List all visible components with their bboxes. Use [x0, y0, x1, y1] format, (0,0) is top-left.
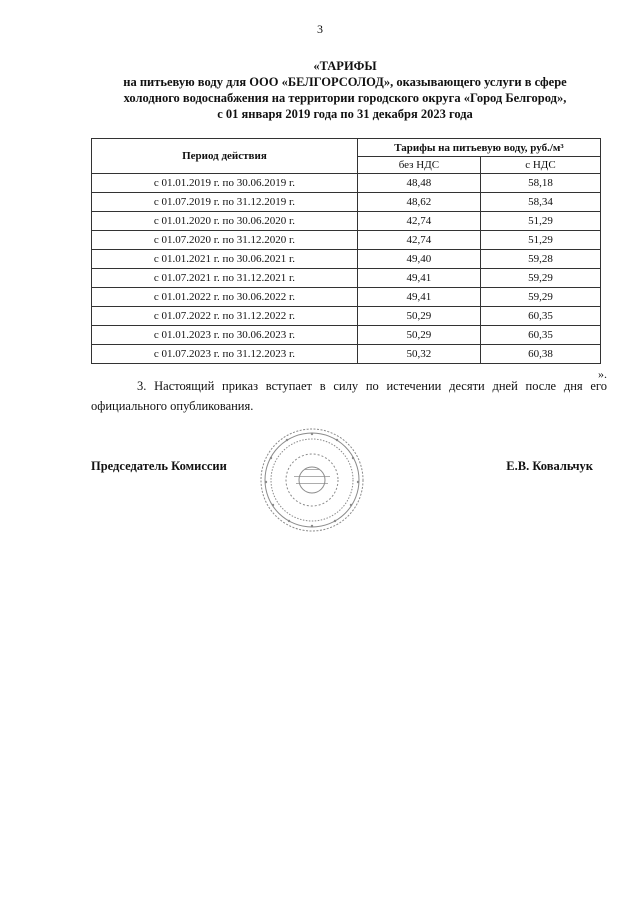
no-vat-cell: 48,62 [357, 193, 480, 212]
no-vat-cell: 42,74 [357, 212, 480, 231]
heading-line-3: холодного водоснабжения на территории городского округа «Город Белгород», [123, 91, 567, 105]
period-cell: с 01.07.2023 г. по 31.12.2023 г. [92, 345, 358, 364]
heading-line-1: «ТАРИФЫ [313, 59, 377, 73]
period-cell: с 01.01.2022 г. по 30.06.2022 г. [92, 288, 358, 307]
round-seal-stamp-icon [258, 426, 366, 534]
closing-quote: ». [598, 367, 607, 381]
period-cell: с 01.07.2019 г. по 31.12.2019 г. [92, 193, 358, 212]
vat-cell: 60,35 [480, 307, 600, 326]
table-row [92, 345, 601, 364]
no-vat-cell: 49,40 [357, 250, 480, 269]
table-row [92, 174, 601, 193]
header-period: Период действия [92, 139, 358, 174]
signatory-title: Председатель Комиссии [91, 459, 227, 473]
document-heading [80, 58, 610, 122]
no-vat-cell: 50,32 [357, 345, 480, 364]
no-vat-cell: 49,41 [357, 269, 480, 288]
header-no-vat: без НДС [357, 157, 480, 174]
period-cell: с 01.01.2021 г. по 30.06.2021 г. [92, 250, 358, 269]
table-row [92, 288, 601, 307]
vat-cell: 59,28 [480, 250, 600, 269]
table-row [92, 269, 601, 288]
vat-cell: 59,29 [480, 288, 600, 307]
tariffs-table-body [92, 174, 601, 364]
vat-cell: 60,38 [480, 345, 600, 364]
period-cell: с 01.07.2020 г. по 31.12.2020 г. [92, 231, 358, 250]
table-row [92, 326, 601, 345]
table-row [92, 193, 601, 212]
page-number: 3 [317, 22, 323, 36]
vat-cell: 58,18 [480, 174, 600, 193]
paragraph-text: 3. Настоящий приказ вступает в силу по истечении десяти дней после дня его официального опубликования. [91, 379, 607, 413]
period-cell: с 01.07.2021 г. по 31.12.2021 г. [92, 269, 358, 288]
vat-cell: 51,29 [480, 231, 600, 250]
heading-line-4: с 01 января 2019 года по 31 декабря 2023 года [217, 107, 473, 121]
heading-line-2: на питьевую воду для ООО «БЕЛГОРСОЛОД», оказывающего услуги в сфере [123, 75, 567, 89]
table-row [92, 212, 601, 231]
table-row [92, 231, 601, 250]
period-cell: с 01.01.2019 г. по 30.06.2019 г. [92, 174, 358, 193]
header-vat: с НДС [480, 157, 600, 174]
table-row [92, 307, 601, 326]
no-vat-cell: 49,41 [357, 288, 480, 307]
header-tariffs: Тарифы на питьевую воду, руб./м³ [357, 139, 600, 157]
tariffs-table [91, 138, 601, 364]
no-vat-cell: 50,29 [357, 307, 480, 326]
no-vat-cell: 48,48 [357, 174, 480, 193]
vat-cell: 60,35 [480, 326, 600, 345]
no-vat-cell: 50,29 [357, 326, 480, 345]
no-vat-cell: 42,74 [357, 231, 480, 250]
vat-cell: 58,34 [480, 193, 600, 212]
vat-cell: 51,29 [480, 212, 600, 231]
period-cell: с 01.01.2020 г. по 30.06.2020 г. [92, 212, 358, 231]
vat-cell: 59,29 [480, 269, 600, 288]
period-cell: с 01.07.2022 г. по 31.12.2022 г. [92, 307, 358, 326]
signatory-name: Е.В. Ковальчук [506, 459, 593, 473]
period-cell: с 01.01.2023 г. по 30.06.2023 г. [92, 326, 358, 345]
table-row [92, 250, 601, 269]
order-paragraph [91, 376, 607, 416]
